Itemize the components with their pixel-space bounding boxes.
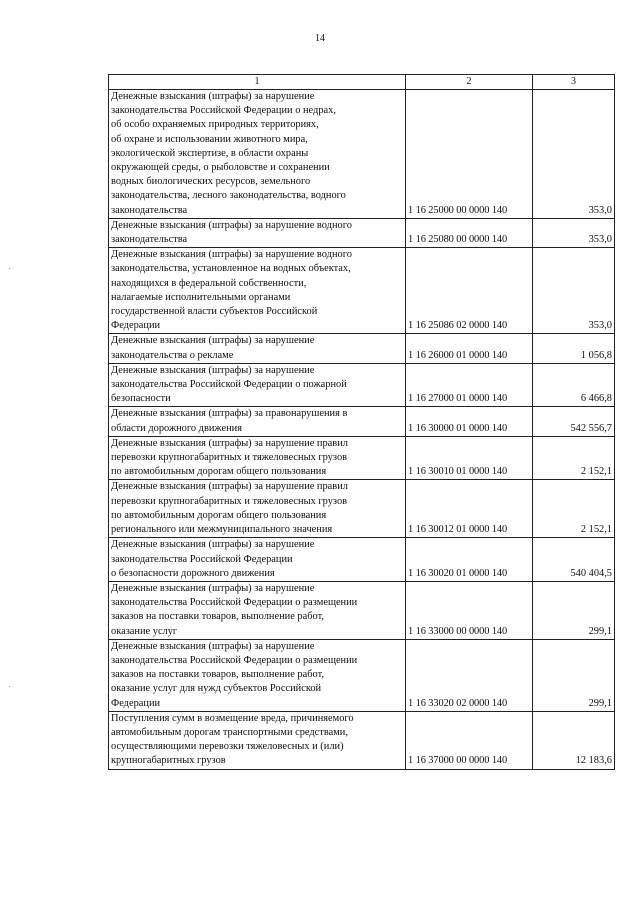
row-name-cell [109, 581, 406, 639]
table-row [109, 639, 615, 711]
row-name-cell [109, 218, 406, 247]
budget-code: 1 16 30000 01 0000 140 [406, 407, 533, 436]
row-name-cell [109, 639, 406, 711]
row-name-cell [109, 407, 406, 436]
revenue-name: Денежные взыскания (штрафы) за нарушение законодательства Российской Федерации о пожарной безопасности [111, 364, 347, 405]
table-row [109, 363, 615, 407]
budget-code: 1 16 27000 01 0000 140 [406, 363, 533, 407]
column-header-2: 2 [406, 75, 533, 90]
budget-code: 1 16 30010 01 0000 140 [406, 436, 533, 480]
amount: 1 056,8 [533, 334, 615, 363]
row-name-cell [109, 538, 406, 582]
budget-code: 1 16 26000 01 0000 140 [406, 334, 533, 363]
revenue-name: Денежные взыскания (штрафы) за нарушение законодательства о рекламе [111, 335, 315, 361]
row-name-cell [109, 711, 406, 769]
column-header-3: 3 [533, 75, 615, 90]
table-row [109, 480, 615, 538]
revenue-name: Денежные взыскания (штрафы) за нарушение законодательства Российской Федерации о размещении заказов на поставки товаров, выполнение работ, оказание услуг для нужд субъектов Российской Федерации [111, 640, 358, 709]
revenue-name: Денежные взыскания (штрафы) за нарушение водного законодательства, установленное на водных объектах, находящихся в федеральной собственности, налагаемые исполнительными органами государственной власти субъектов Российской Федерации [111, 249, 352, 332]
table-row [109, 334, 615, 363]
revenue-name: Денежные взыскания (штрафы) за нарушение законодательства Российской Федерации о недрах, об особо охраняемых природных территориях, об охране и использовании животного мира, экологической экспертизе, в области охраны окружающей среды, о рыболовстве и сохранении водных биологических ресурсов, земельного законодательства, лесного законодательства, водного законодательства [111, 91, 346, 216]
scan-mark [9, 686, 10, 687]
budget-code: 1 16 25086 02 0000 140 [406, 248, 533, 334]
scan-mark [9, 268, 10, 269]
budget-code: 1 16 25000 00 0000 140 [406, 90, 533, 219]
amount: 540 404,5 [533, 538, 615, 582]
column-header-1: 1 [109, 75, 406, 90]
revenue-table [108, 74, 615, 770]
table-row [109, 538, 615, 582]
amount: 2 152,1 [533, 480, 615, 538]
amount: 299,1 [533, 639, 615, 711]
row-name-cell [109, 248, 406, 334]
table-row [109, 90, 615, 219]
table-row [109, 218, 615, 247]
page-number: 14 [315, 33, 325, 44]
amount: 542 556,7 [533, 407, 615, 436]
budget-code: 1 16 33020 02 0000 140 [406, 639, 533, 711]
budget-code: 1 16 30012 01 0000 140 [406, 480, 533, 538]
revenue-name: Денежные взыскания (штрафы) за нарушение законодательства Российской Федерации о безопасности дорожного движения [111, 539, 315, 579]
budget-code: 1 16 30020 01 0000 140 [406, 538, 533, 582]
amount: 353,0 [533, 90, 615, 219]
amount: 353,0 [533, 218, 615, 247]
amount: 6 466,8 [533, 363, 615, 407]
table-row [109, 248, 615, 334]
row-name-cell [109, 334, 406, 363]
table-row [109, 407, 615, 436]
table-row [109, 581, 615, 639]
row-name-cell [109, 436, 406, 480]
row-name-cell [109, 480, 406, 538]
table-row [109, 436, 615, 480]
revenue-name: Денежные взыскания (штрафы) за правонарушения в области дорожного движения [111, 408, 348, 434]
revenue-name: Денежные взыскания (штрафы) за нарушение водного законодательства [111, 219, 352, 246]
table-header-row [109, 75, 615, 90]
revenue-name: Поступления сумм в возмещение вреда, причиняемого автомобильным дорогам транспортными средствами, осуществляющими перевозки тяжеловесных и (или) крупногабаритных грузов [111, 712, 354, 767]
budget-code: 1 16 25080 00 0000 140 [406, 218, 533, 247]
budget-code: 1 16 33000 00 0000 140 [406, 581, 533, 639]
revenue-name: Денежные взыскания (штрафы) за нарушение законодательства Российской Федерации о размещении заказов на поставки товаров, выполнение работ, оказание услуг [111, 582, 358, 637]
revenue-name: Денежные взыскания (штрафы) за нарушение правил перевозки крупногабаритных и тяжеловесных грузов по автомобильным дорогам общего пользования регионального или межмуниципального значения [111, 481, 348, 536]
amount: 12 183,6 [533, 711, 615, 769]
amount: 299,1 [533, 581, 615, 639]
row-name-cell [109, 90, 406, 219]
amount: 2 152,1 [533, 436, 615, 480]
row-name-cell [109, 363, 406, 407]
revenue-name: Денежные взыскания (штрафы) за нарушение правил перевозки крупногабаритных и тяжеловесных грузов по автомобильным дорогам общего пользования [111, 437, 348, 478]
table-row [109, 711, 615, 769]
amount: 353,0 [533, 248, 615, 334]
budget-code: 1 16 37000 00 0000 140 [406, 711, 533, 769]
